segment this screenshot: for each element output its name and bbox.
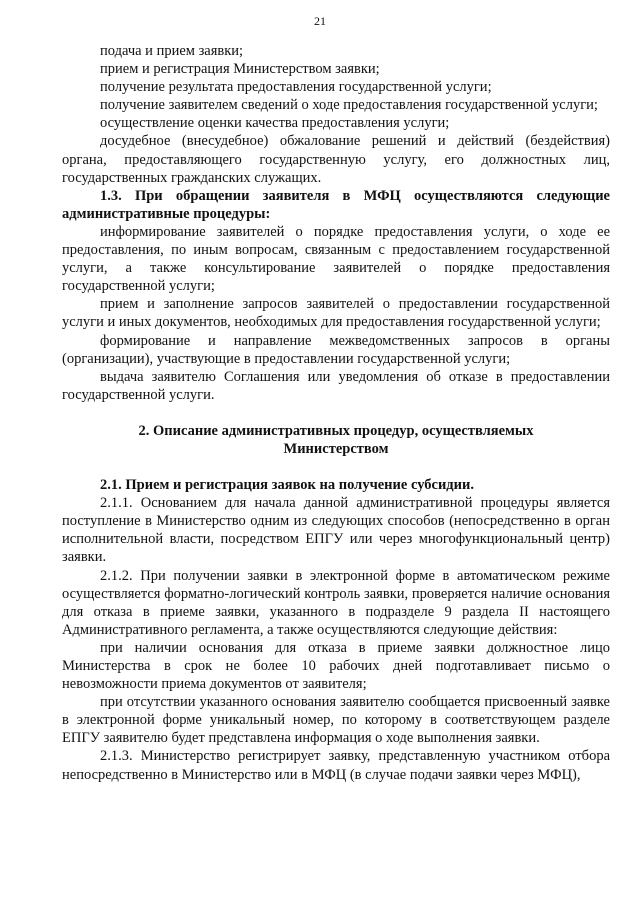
paragraph: 2.1.1. Основанием для начала данной административной процедуры является поступление в Министерство одним из следующих способов (непосредственно в орган исполнительной власти, посредством ЕПГУ или через многофункциональный центр) заявки. xyxy=(62,495,610,566)
paragraph: подача и прием заявки; xyxy=(100,43,244,59)
section-heading-2-1: 2.1. Прием и регистрация заявок на получение субсидии. xyxy=(100,477,474,494)
list-item: информирование заявителей о порядке предоставления услуги, о ходе ее предоставления, по иным вопросам, связанным с предоставлением государственной услуги, а также консультирование заявителей о порядке предоставления государственной услуги; xyxy=(62,223,610,295)
list-item: прием и заполнение запросов заявителей о предоставлении государственной услуги и иных документов, необходимых для предоставления государственной услуги; xyxy=(62,296,610,331)
paragraph: при отсутствии указанного основания заявителю сообщается присвоенный заявке в электронной форме уникальный номер, по которому в соответствующем разделе ЕПГУ заявителю будет представлена информация о ходе выполнения заявки. xyxy=(62,694,610,747)
paragraph: осуществление оценки качества предоставления услуги; xyxy=(100,115,450,132)
paragraph: досудебное (внесудебное) обжалование решений и действий (бездействия) органа, предоставляющего государственную услугу, его должностных лиц, государственных гражданских служащих. xyxy=(62,133,610,186)
section-title-2-line2: Министерством xyxy=(283,440,389,457)
section-heading-1-3: 1.3. При обращении заявителя в МФЦ осуществляются следующие административные процедуры: xyxy=(62,187,610,222)
section-title-2: 2. Описание административных процедур, осуществляемых xyxy=(138,422,534,439)
paragraph: 2.1.2. При получении заявки в электронной форме в автоматическом режиме осуществляется форматно-логический контроль заявки, проверяется наличие основания для отказа в приеме заявки, указанного в подразделе 9 раздела II настоящего Административного регламента, а также осуществляются следующие действия: xyxy=(62,567,610,638)
paragraph: при наличии основания для отказа в приеме заявки должностное лицо Министерства в срок не более 10 рабочих дней подготавливает письмо о невозможности приема документов от заявителя; xyxy=(62,639,610,693)
list-item: формирование и направление межведомственных запросов в органы (организации), участвующие в предоставлении государственной услуги; xyxy=(62,332,610,367)
page-number: 21 xyxy=(314,14,326,28)
paragraph: 2.1.3. Министерство регистрирует заявку, представленную участником отбора непосредственно в Министерство или в МФЦ (в случае подачи заявки через МФЦ), xyxy=(62,748,610,783)
paragraph: получение результата предоставления государственной услуги; xyxy=(100,79,492,96)
paragraph: получение заявителем сведений о ходе предоставления государственной услуги; xyxy=(100,97,598,114)
page-content xyxy=(62,42,610,784)
paragraph: прием и регистрация Министерством заявки; xyxy=(100,61,380,78)
list-item: выдача заявителю Соглашения или уведомления об отказе в предоставлении государственной услуги. xyxy=(62,368,610,403)
